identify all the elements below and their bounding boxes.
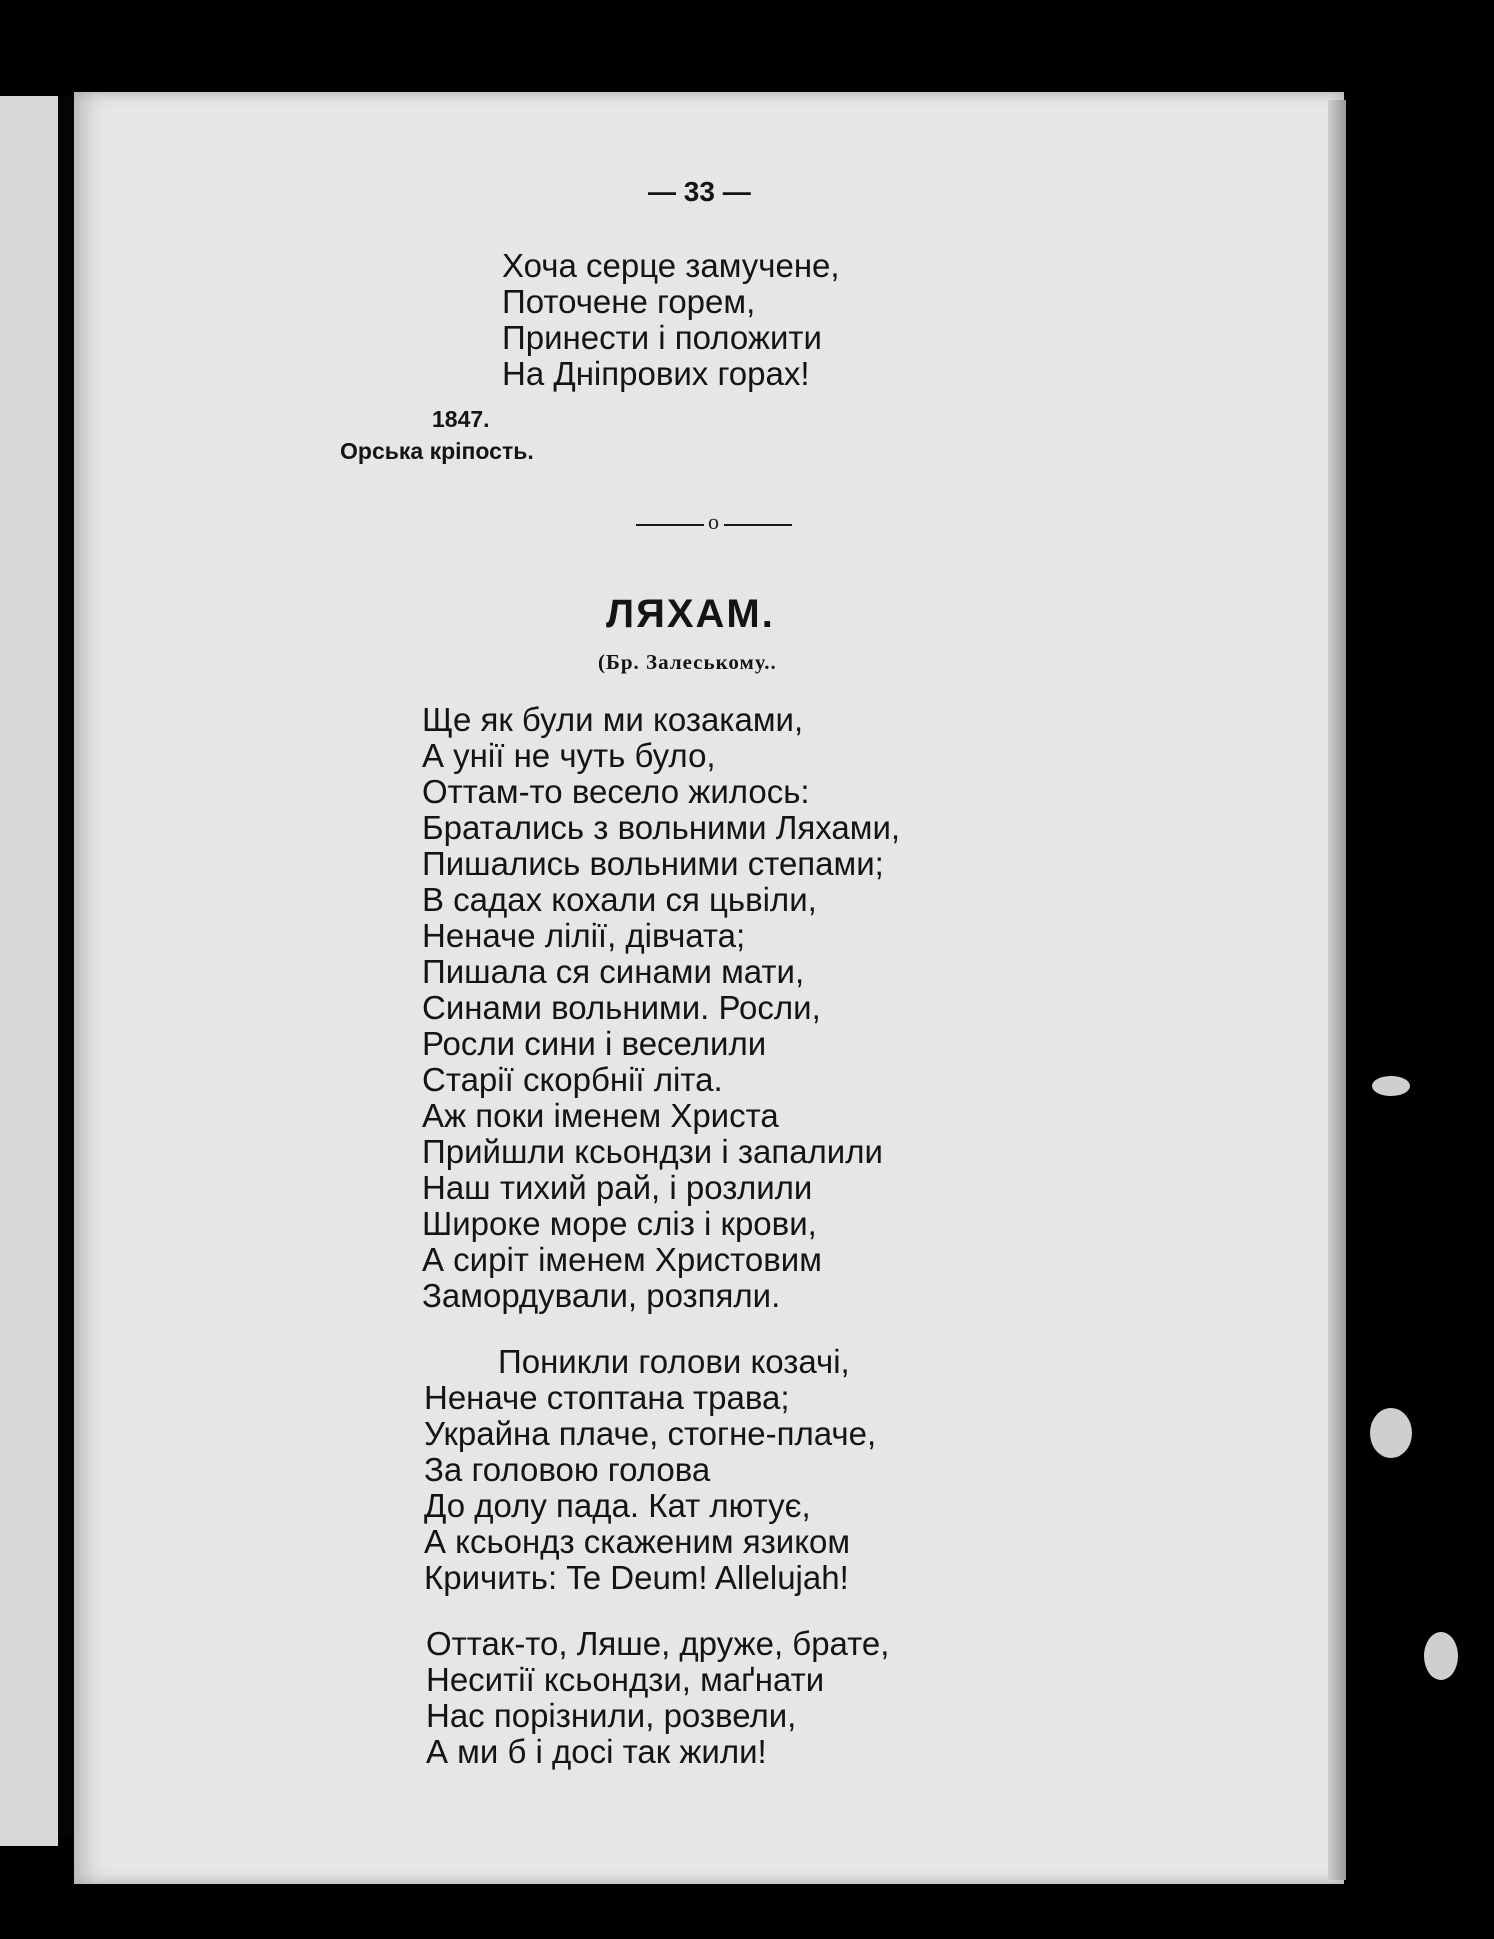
verse-line: Ще як були ми козаками, [422, 701, 804, 738]
previous-page-edge [0, 96, 58, 1846]
verse-line: Принести і положити [502, 319, 822, 356]
verse-line: Росли сини і веселили [422, 1025, 767, 1062]
verse-line: Неначе стоптана трава; [424, 1379, 790, 1416]
verse-line: А ми б і досі так жили! [426, 1733, 767, 1770]
verse-line: Оттак-то, Ляше, друже, брате, [426, 1625, 890, 1662]
verse-line: Хоча серце замучене, [502, 247, 840, 284]
scan-speck [1424, 1632, 1458, 1680]
verse-line: Нас порізнили, розвели, [426, 1697, 797, 1734]
verse-line: Наш тихий рай, і розлили [422, 1169, 813, 1206]
verse-line: Братались з вольними Ляхами, [422, 809, 901, 846]
book-binding [58, 96, 74, 1836]
date-year: 1847. [432, 406, 490, 432]
poem-title: ЛЯХАМ. [606, 592, 775, 636]
section-separator [636, 509, 794, 539]
verse-line: Кричить: Te Deum! Allelujah! [424, 1559, 849, 1596]
verse-line: Неситії ксьондзи, маґнати [426, 1661, 825, 1698]
verse-line: Пишались вольними степами; [422, 845, 884, 882]
verse-line: Синами вольними. Росли, [422, 989, 821, 1026]
date-place: Орська кріпость. [340, 438, 534, 464]
verse-line: Замордували, розпяли. [422, 1277, 781, 1314]
verse-line: Старії скорбнії літа. [422, 1061, 723, 1098]
separator-rule [724, 524, 792, 526]
separator-rule [636, 524, 704, 526]
poem-dedication: (Бр. Залеському.. [598, 650, 777, 674]
verse-line: Аж поки іменем Христа [422, 1097, 779, 1134]
verse-line: Оттам-то весело жилось: [422, 773, 810, 810]
separator-mark: o [708, 509, 719, 534]
verse-line: Пишала ся синами мати, [422, 953, 805, 990]
verse-line: А сиріт іменем Христовим [422, 1241, 822, 1278]
verse-line: Поточене горем, [502, 283, 756, 320]
scan-speck [1372, 1076, 1410, 1096]
scan-speck [1370, 1408, 1412, 1458]
verse-line: На Дніпрових горах! [502, 355, 810, 392]
verse-line: Прийшли ксьондзи і запалили [422, 1133, 883, 1170]
verse-line: До долу пада. Кат лютує, [424, 1487, 811, 1524]
verse-line: Неначе лілії, дівчата; [422, 917, 746, 954]
verse-line: За головою голова [424, 1451, 711, 1488]
page-number: — 33 — [648, 176, 751, 207]
verse-line: А ксьондз скаженим язиком [424, 1523, 851, 1560]
page-edge-right [1328, 100, 1346, 1880]
verse-line: В садах кохали ся цьвіли, [422, 881, 817, 918]
verse-line: Украйна плаче, стогне-плаче, [424, 1415, 877, 1452]
verse-line: А унії не чуть було, [422, 737, 716, 774]
verse-line: Поникли голови козачі, [498, 1343, 850, 1380]
verse-line: Широке море сліз і крови, [422, 1205, 817, 1242]
